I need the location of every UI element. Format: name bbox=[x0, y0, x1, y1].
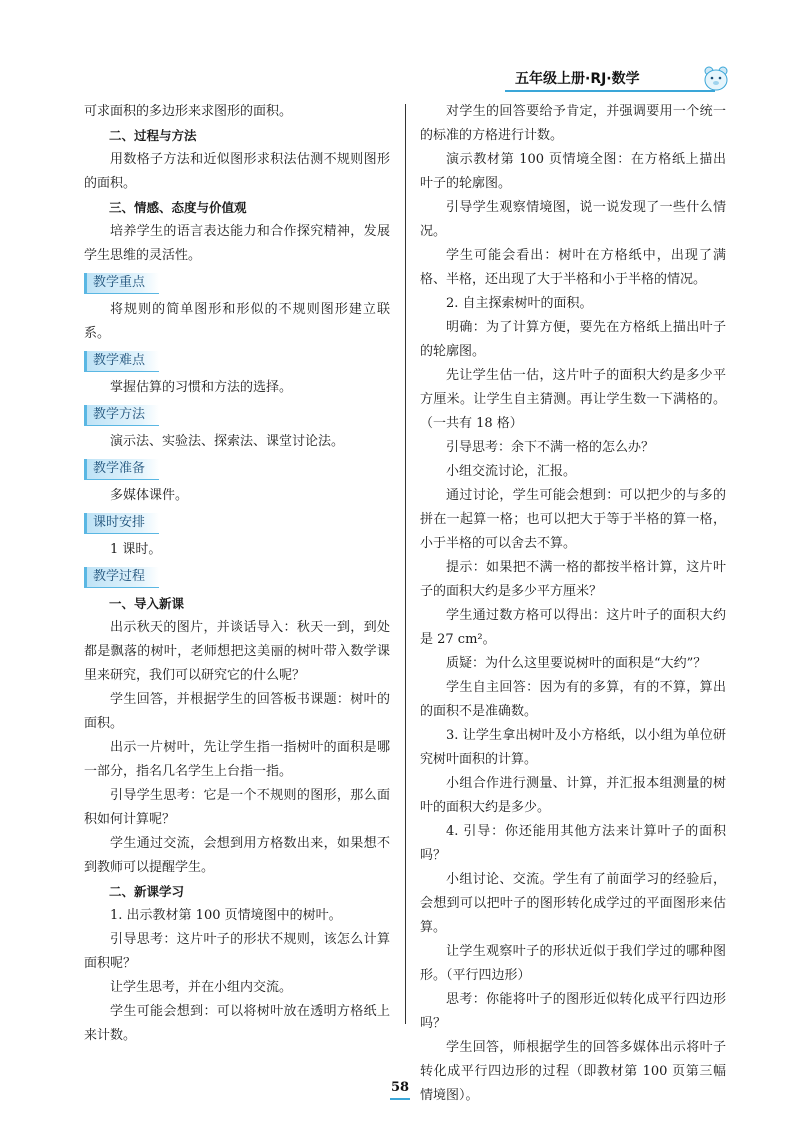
header-rule bbox=[505, 90, 715, 92]
page-header bbox=[505, 64, 737, 92]
cartoon-bear-icon bbox=[701, 64, 731, 92]
paragraph: 培养学生的语言表达能力和合作探究精神，发展学生思维的灵活性。 bbox=[84, 224, 390, 263]
paragraph: 引导思考：这片叶子的形状不规则，该怎么计算面积呢？ bbox=[84, 932, 390, 971]
paragraph: 小组交流讨论，汇报。 bbox=[446, 464, 577, 479]
section-label: 教学过程 bbox=[84, 567, 159, 588]
paragraph: 引导学生思考：它是一个不规则的图形，那么面积如何计算呢？ bbox=[84, 788, 390, 827]
paragraph: 学生可能会看出：树叶在方格纸中，出现了满格、半格，还出现了大于半格和小于半格的情况。 bbox=[420, 248, 726, 287]
paragraph: 引导学生观察情境图，说一说发现了一些什么情况。 bbox=[420, 200, 726, 239]
subsection-heading: 二、新课学习 bbox=[109, 884, 185, 899]
page-number: 58 bbox=[390, 1080, 410, 1095]
paragraph: 2. 自主探索树叶的面积。 bbox=[446, 296, 593, 311]
paragraph: 3. 让学生拿出树叶及小方格纸，以小组为单位研究树叶面积的计算。 bbox=[420, 728, 726, 767]
paragraph: 质疑：为什么这里要说树叶的面积是“大约”？ bbox=[446, 656, 707, 671]
paragraph: 学生回答，师根据学生的回答多媒体出示将叶子转化成平行四边形的过程（即教材第 100 页第三幅情境图）。 bbox=[420, 1040, 726, 1103]
paragraph: 通过讨论，学生可能会想到：可以把少的与多的拼在一起算一格；也可以把大于等于半格的算一格，小于半格的可以舍去不算。 bbox=[420, 488, 726, 551]
right-column bbox=[420, 100, 726, 1108]
section-label-box bbox=[84, 562, 390, 592]
paragraph: 可求面积的多边形来求图形的面积。 bbox=[84, 104, 293, 119]
paragraph: 用数格子方法和近似图形求积法估测不规则图形的面积。 bbox=[84, 152, 390, 191]
left-column bbox=[84, 100, 390, 1048]
paragraph: 小组讨论、交流。学生有了前面学习的经验后，会想到可以把叶子的图形转化成学过的平面图形来估算。 bbox=[420, 872, 726, 935]
paragraph: 学生可能会想到：可以将树叶放在透明方格纸上来计数。 bbox=[84, 1004, 390, 1043]
paragraph: 学生通过交流，会想到用方格数出来，如果想不到教师可以提醒学生。 bbox=[84, 836, 390, 875]
paragraph: 学生自主回答：因为有的多算，有的不算，算出的面积不是准确数。 bbox=[420, 680, 726, 719]
section-label: 教学方法 bbox=[84, 405, 159, 426]
paragraph: 学生回答，并根据学生的回答板书课题：树叶的面积。 bbox=[84, 692, 390, 731]
section-label-box bbox=[84, 268, 390, 298]
section-label-box bbox=[84, 454, 390, 484]
section-label: 教学准备 bbox=[84, 459, 159, 480]
section-label-box bbox=[84, 400, 390, 430]
paragraph: 学生通过数方格可以得出：这片叶子的面积大约是 27 cm²。 bbox=[420, 608, 726, 647]
paragraph: 思考：你能将叶子的图形近似转化成平行四边形吗？ bbox=[420, 992, 726, 1031]
paragraph: 1. 出示教材第 100 页情境图中的树叶。 bbox=[110, 908, 342, 923]
paragraph: 1 课时。 bbox=[110, 542, 162, 557]
paragraph: 明确：为了计算方便，要先在方格纸上描出叶子的轮廓图。 bbox=[420, 320, 726, 359]
paragraph: 引导思考：余下不满一格的怎么办？ bbox=[446, 440, 655, 455]
subsection-heading: 一、导入新课 bbox=[109, 596, 185, 611]
header-title: 五年级上册·RJ·数学 bbox=[515, 71, 640, 87]
section-label: 教学难点 bbox=[84, 351, 159, 372]
section-label: 课时安排 bbox=[84, 513, 159, 534]
paragraph: 对学生的回答要给予肯定，并强调要用一个统一的标准的方格进行计数。 bbox=[420, 104, 726, 143]
paragraph: 4. 引导：你还能用其他方法来计算叶子的面积吗？ bbox=[420, 824, 726, 863]
page-number-underline bbox=[390, 1098, 410, 1100]
paragraph: 先让学生估一估，这片叶子的面积大约是多少平方厘米。让学生自主猜测。再让学生数一下满格的。（一共有 18 格） bbox=[420, 368, 726, 431]
column-divider bbox=[405, 104, 406, 1024]
paragraph: 小组合作进行测量、计算，并汇报本组测量的树叶的面积大约是多少。 bbox=[420, 776, 726, 815]
paragraph: 出示秋天的图片，并谈话导入：秋天一到，到处都是飘落的树叶，老师想把这美丽的树叶带入数学课里来研究，我们可以研究它的什么呢？ bbox=[84, 620, 390, 683]
paragraph: 多媒体课件。 bbox=[110, 488, 189, 503]
section-label-box bbox=[84, 346, 390, 376]
paragraph: 出示一片树叶，先让学生指一指树叶的面积是哪一部分，指名几名学生上台指一指。 bbox=[84, 740, 390, 779]
paragraph: 让学生观察叶子的形状近似于我们学过的哪种图形。（平行四边形） bbox=[420, 944, 726, 983]
paragraph: 掌握估算的习惯和方法的选择。 bbox=[110, 380, 293, 395]
subsection-heading: 二、过程与方法 bbox=[109, 128, 197, 143]
paragraph: 提示：如果把不满一格的都按半格计算，这片叶子的面积大约是多少平方厘米？ bbox=[420, 560, 726, 599]
section-label: 教学重点 bbox=[84, 273, 159, 294]
paragraph: 将规则的简单图形和形似的不规则图形建立联系。 bbox=[84, 302, 390, 341]
paragraph: 演示法、实验法、探索法、课堂讨论法。 bbox=[110, 434, 345, 449]
subsection-heading: 三、情感、态度与价值观 bbox=[109, 200, 247, 215]
paragraph: 让学生思考，并在小组内交流。 bbox=[110, 980, 293, 995]
paragraph: 演示教材第 100 页情境全图：在方格纸上描出叶子的轮廓图。 bbox=[420, 152, 726, 191]
section-label-box bbox=[84, 508, 390, 538]
